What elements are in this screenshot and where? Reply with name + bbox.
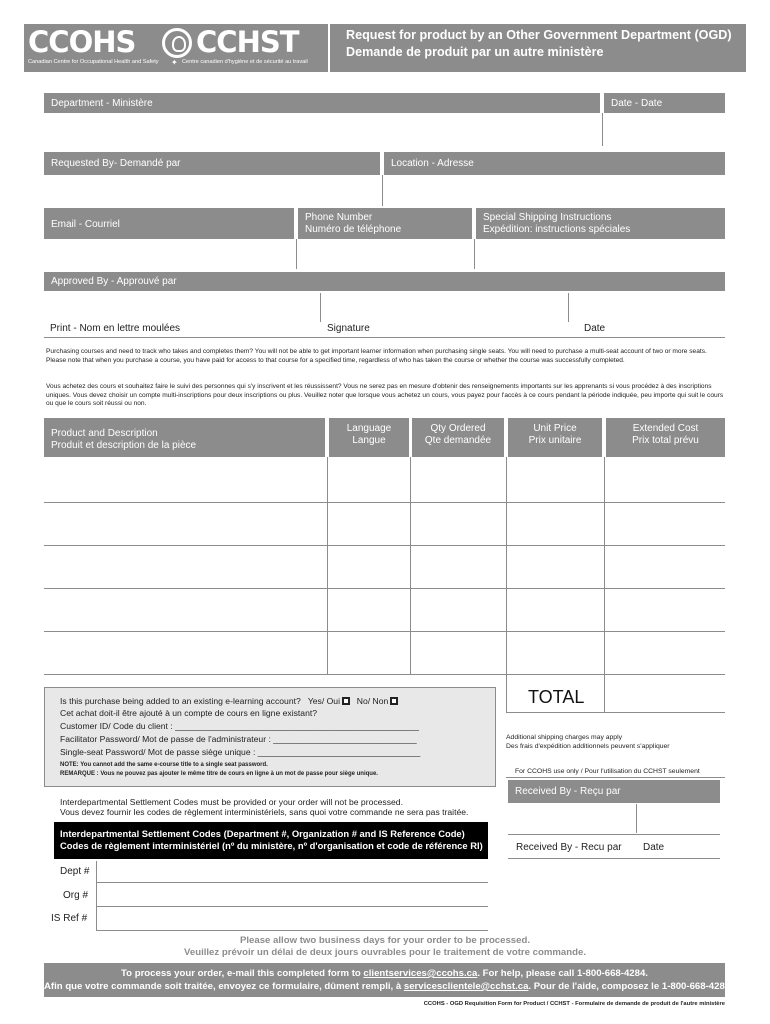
- location-text: Location - Adresse: [391, 158, 474, 169]
- yes-label: Yes/ Oui: [307, 696, 340, 706]
- divider: [474, 239, 475, 269]
- requested-by-text: Requested By- Demandé par: [51, 158, 181, 169]
- table-row[interactable]: [44, 589, 725, 631]
- table-row-line: [44, 674, 725, 675]
- col-extended-en: Extended Cost: [632, 423, 699, 434]
- phone-en: Phone Number: [305, 212, 373, 223]
- process-line-fr: [44, 980, 733, 993]
- col-qty-fr: Qte demandée: [424, 435, 492, 446]
- process-en-a: To process your order, e-mail this completed form to: [121, 968, 364, 979]
- received-date-input[interactable]: [638, 804, 720, 833]
- divider: [602, 113, 603, 146]
- received-by-text: Received By - Reçu par: [515, 786, 621, 797]
- email-label: [44, 208, 294, 239]
- sig-date-label: Date: [584, 323, 606, 334]
- divider: [604, 675, 605, 712]
- notice-en: Purchasing courses and need to track who takes and completes them? You will not be able to get important learner information when purchasing single seats. You will need to purchase a multi-seat account of two or more seats. Please note that when you purchase a course, you have paid for access to that course for a specified time, regardless of who has taken the course or whether the course was successfully completed.: [46, 348, 707, 364]
- col-unit-en: Unit Price: [533, 423, 577, 434]
- received-by-input[interactable]: [508, 804, 635, 833]
- col-qty-en: Qty Ordered: [430, 423, 486, 434]
- email-link-fr[interactable]: servicesclientele@cchst.ca: [403, 981, 529, 992]
- department-label: [44, 93, 600, 113]
- phone-label: [298, 208, 472, 239]
- logo-subtitle-fr: Centre canadien d'hygiène et de sécurité au travail: [182, 59, 308, 65]
- approved-by-label: [44, 272, 725, 291]
- department-label-text: Department - Ministère: [51, 98, 153, 109]
- process-fr-a: Afin que votre commande soit traitée, envoyez ce formulaire, dûment rempli, à: [44, 981, 404, 992]
- settlement-intro-en: Interdepartmental Settlement Codes must be provided or your order will not be processed.: [60, 797, 403, 807]
- divider: [44, 337, 725, 338]
- divider: [320, 293, 321, 322]
- approved-date-input[interactable]: [570, 293, 725, 322]
- no-checkbox[interactable]: [390, 697, 398, 705]
- elearning-question-en: [60, 695, 400, 707]
- approved-by-text: Approved By - Approuvé par: [51, 276, 177, 287]
- table-row[interactable]: [44, 503, 725, 545]
- divider: [296, 239, 297, 269]
- col-product-en: Product and Description: [51, 428, 158, 439]
- note-fr: REMARQUE : Vous ne pouvez pas ajouter le même titre de cours en ligne à un mot de passe pour siège unique.: [60, 771, 378, 777]
- elearning-question-fr: Cet achat doit-il être ajouté à un compte de cours en ligne existant?: [60, 708, 318, 718]
- email-text: Email - Courriel: [51, 219, 120, 230]
- logo-block: [24, 24, 328, 72]
- allow-days-en: Please allow two business days for your order to be processed.: [239, 935, 531, 946]
- col-extended-header: [606, 418, 725, 457]
- title-en: Request for product by an Other Government Department (OGD): [346, 28, 732, 42]
- logo-ccohs: CCOHS: [28, 25, 136, 59]
- yes-checkbox[interactable]: [342, 697, 350, 705]
- logo-subtitle-en: Canadian Centre for Occupational Health and Safety: [28, 59, 159, 65]
- department-input[interactable]: [44, 113, 600, 146]
- customer-id-field[interactable]: Customer ID/ Code du client : ___________________________________________________: [60, 721, 419, 731]
- divider: [636, 804, 637, 833]
- received-by-label: [508, 780, 720, 803]
- phone-input[interactable]: [298, 239, 472, 269]
- table-row[interactable]: [44, 546, 725, 588]
- ccohs-use-only: For CCOHS use only / Pour l'utilisation du CCHST seulement: [515, 768, 700, 775]
- notice-fr: Vous achetez des cours et souhaitez faire le suivi des personnes qui s'y inscrivent et les réussissent? Vous ne serez pas en mesure d'obtenir des renseignements importants sur les apprenants si vous procédez à des inscriptions uniques. Vous devez choisir un compte multi-inscriptions pour deux inscriptions ou plus. Veuillez noter que lorsque vous achetez un cours, vous payez pour l'accès à ce cours pendant la période indiquée, peu importe qui suit le cours ou que le cours soit réussi ou non.: [46, 383, 724, 408]
- divider: [508, 858, 720, 859]
- date-label: [604, 93, 725, 113]
- received-by-label-2: Received By - Recu par: [516, 842, 622, 853]
- col-qty-header: [412, 418, 504, 457]
- settlement-box-en: Interdepartmental Settlement Codes (Department #, Organization # and IS Reference Code): [60, 828, 465, 839]
- shipping-note-fr: Des frais d'expédition additionnels peuvent s'appliquer: [506, 743, 670, 750]
- col-product-header: [44, 418, 325, 457]
- facilitator-password-field[interactable]: Facilitator Password/ Mot de passe de l'administrateur : ______________________________: [60, 734, 417, 744]
- col-product-fr: Produit et description de la pièce: [51, 440, 197, 451]
- requested-by-label: [44, 152, 380, 175]
- col-language-header: [329, 418, 409, 457]
- isref-label: IS Ref #: [51, 913, 88, 924]
- process-line-en: [44, 967, 725, 980]
- title-block: [330, 24, 746, 72]
- process-banner: [44, 963, 733, 997]
- dept-label: Dept #: [60, 866, 90, 877]
- email-input[interactable]: [44, 239, 294, 269]
- location-input[interactable]: [384, 175, 725, 206]
- divider: [568, 293, 569, 322]
- note-en: NOTE: You cannot add the same e-course title to a single seat password.: [60, 762, 268, 768]
- org-label: Org #: [63, 890, 89, 901]
- signature-input[interactable]: [322, 293, 566, 322]
- requested-by-input[interactable]: [44, 175, 380, 206]
- print-name-input[interactable]: [44, 293, 318, 322]
- divider: [506, 675, 507, 712]
- col-unit-fr: Prix unitaire: [528, 435, 582, 446]
- settlement-intro-fr: Vous devez fournir les codes de règlement interministériels, sans quoi votre commande ne sera pas traitée.: [60, 807, 469, 817]
- allow-days-fr: Veuillez prévoir un délai de deux jours ouvrables pour le traitement de votre commande.: [184, 947, 586, 958]
- elearning-q-text: Is this purchase being added to an existing e-learning account?: [60, 696, 301, 706]
- signature-label: Signature: [327, 323, 370, 334]
- org-input[interactable]: [96, 883, 488, 907]
- logo-cchst: CCHST: [196, 25, 299, 59]
- form-id: CCOHS - OGD Requisition Form for Product / CCHST - Formulaire de demande de produit de l'autre ministère: [423, 1001, 725, 1007]
- process-fr-b: . Pour de l'aide, composez le 1-800-668-4284.: [528, 981, 733, 992]
- divider: [508, 834, 720, 835]
- col-unit-header: [508, 418, 602, 457]
- shipping-note-en: Additional shipping charges may apply: [506, 734, 622, 741]
- print-name-label: Print - Nom en lettre moulées: [50, 323, 181, 334]
- total-label: TOTAL: [528, 687, 585, 707]
- shipping-fr: Expédition: instructions spéciales: [483, 224, 631, 235]
- no-label: No/ Non: [356, 696, 389, 706]
- divider: [382, 175, 383, 206]
- received-date-label: Date: [643, 842, 665, 853]
- settlement-codes-box: [54, 822, 488, 859]
- phone-fr: Numéro de téléphone: [305, 224, 402, 235]
- shipping-en: Special Shipping Instructions: [483, 212, 612, 223]
- divider: [506, 712, 725, 713]
- total-input[interactable]: [606, 676, 725, 711]
- shipping-input[interactable]: [476, 239, 725, 269]
- process-en-b: . For help, please call 1-800-668-4284.: [477, 968, 648, 979]
- isref-input[interactable]: [96, 907, 488, 931]
- date-label-text: Date - Date: [611, 98, 663, 109]
- location-label: [384, 152, 725, 175]
- shipping-label: [476, 208, 725, 239]
- single-seat-password-field[interactable]: Single-seat Password/ Mot de passe siège unique : __________________________________: [60, 747, 421, 757]
- date-input[interactable]: [604, 113, 725, 146]
- email-link-en[interactable]: clientservices@ccohs.ca: [363, 968, 478, 979]
- divider: [506, 777, 725, 778]
- col-language-fr: Langue: [352, 435, 386, 446]
- title-fr: Demande de produit par un autre ministère: [346, 45, 604, 59]
- col-extended-fr: Prix total prévu: [632, 435, 699, 446]
- table-row[interactable]: [44, 632, 725, 674]
- dept-input[interactable]: [96, 861, 488, 883]
- settlement-box-fr: Codes de règlement interministériel (nº du ministère, nº d'organisation et code de référence RI): [60, 840, 483, 851]
- maple-leaf-icon: ✦: [171, 58, 178, 67]
- logo-emblem-icon: [162, 28, 192, 58]
- col-language-en: Language: [346, 423, 392, 434]
- table-row[interactable]: [44, 457, 725, 502]
